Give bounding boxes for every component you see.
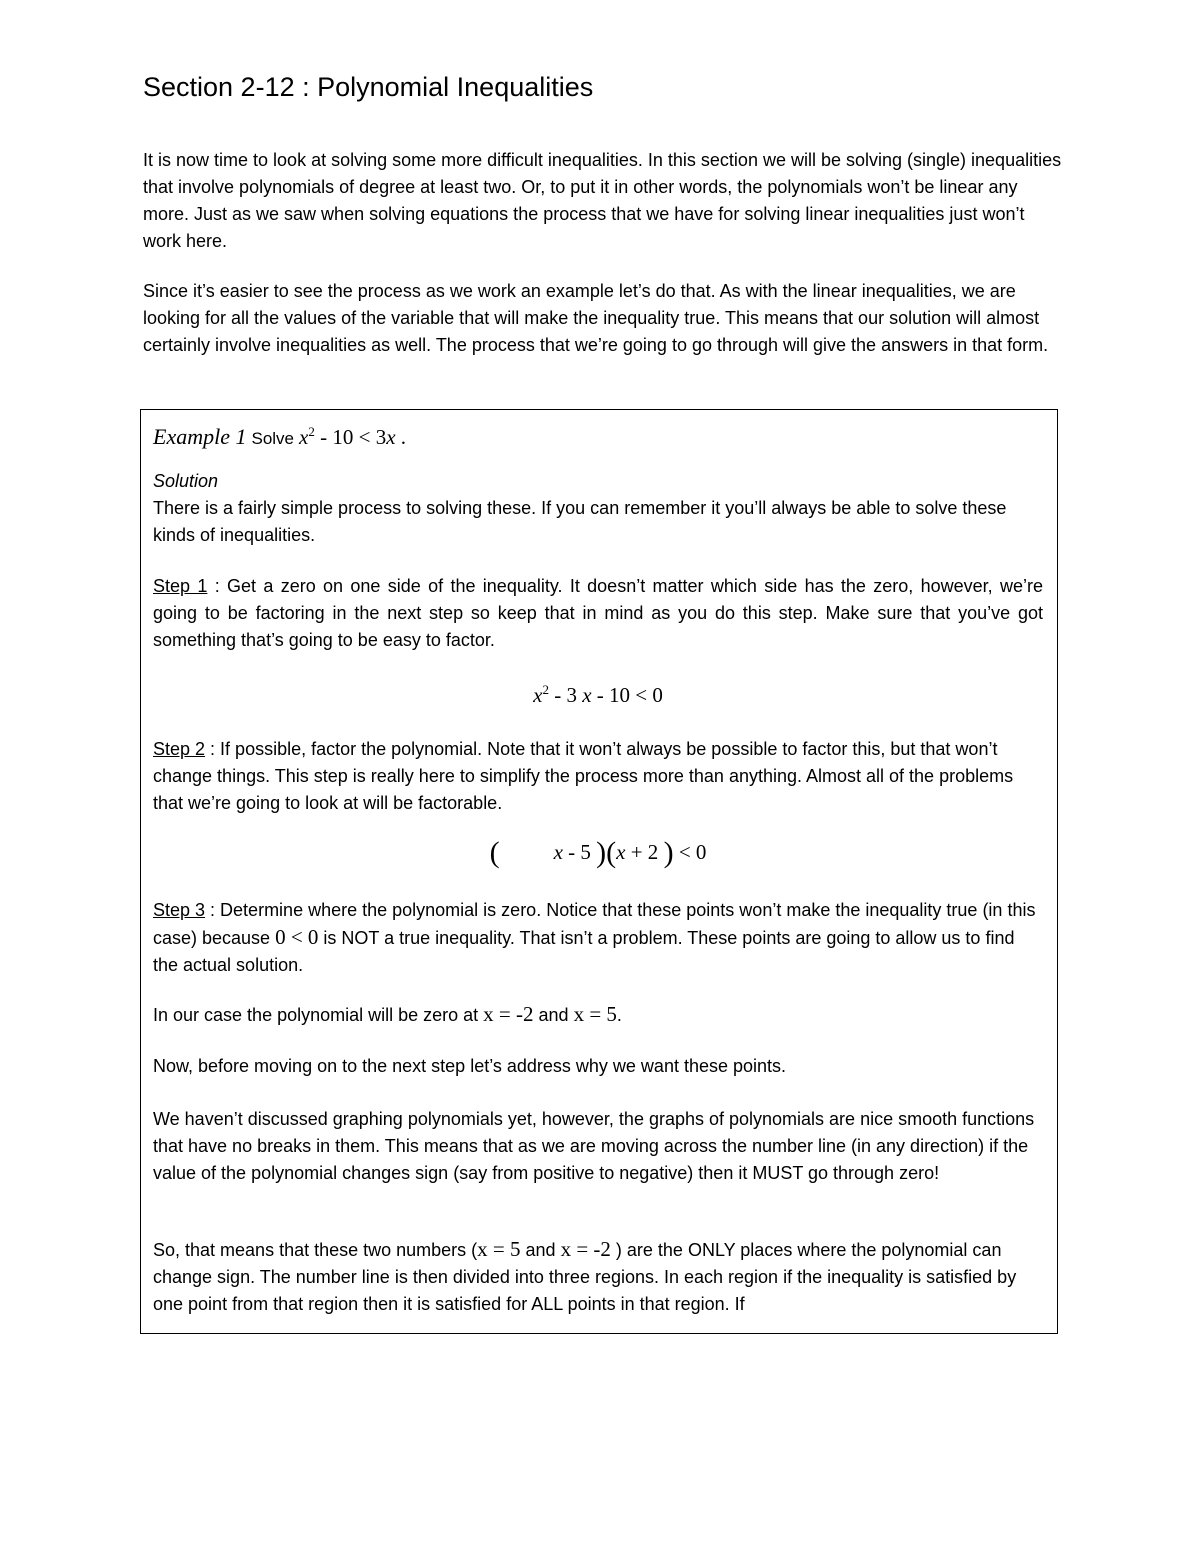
graphing-paragraph: We haven’t discussed graphing polynomials yet, however, the graphs of polynomials are nice smooth functions that have no breaks in them. This means that as we are moving across the number line (in any direction) if the value of the polynomial changes sign (say from positive to negative) then it MUST go through zero! — [153, 1109, 1035, 1183]
zero-2: x = 5 — [573, 1002, 617, 1026]
page-title: Section 2-12 : Polynomial Inequalities — [143, 72, 594, 102]
example-problem: $x^2 - 10 < 3x$ . — [299, 424, 407, 449]
regions-zero-2: x = -2 — [560, 1237, 611, 1261]
step-3: Step 3 : Determine where the polynomial is zero. Notice that these points won’t make the inequality true (in this case) because 0 < 0 is NOT a true inequality. That isn’t a problem. These points are going to allow us to find the actual solution. — [153, 900, 1036, 975]
step-3-label: Step 3 — [153, 900, 206, 920]
step-1-label: Step 1 — [153, 576, 208, 596]
solution-heading: Solution — [153, 471, 219, 491]
step-1 — [153, 573, 1043, 654]
solution-intro: There is a fairly simple process to solving these. If you can remember it you’ll always be able to solve these kinds of inequalities. — [153, 498, 1007, 545]
step-2 — [153, 736, 1043, 817]
regions-paragraph: So, that means that these two numbers (x = 5 and x = -2 ) are the ONLY places where the polynomial can change sign. The number line is then divided into three regions. In each region if the inequality is satisfied by one point from that region then it is satisfied for ALL points in that region. If — [153, 1237, 1017, 1314]
zero-1: x = -2 — [483, 1002, 534, 1026]
example-label: Example 1 — [153, 424, 247, 449]
why-sentence: Now, before moving on to the next step let’s address why we want these points. — [153, 1056, 787, 1076]
intro-paragraph-1: It is now time to look at solving some more difficult inequalities. In this section we will be solving (single) inequalities that involve polynomials of degree at least two. Or, to put it in other words, the polynomials won’t be linear any more. Just as we saw when solving equations the process that we have for solving linear inequalities just won’t work here. — [143, 150, 1062, 251]
step-2-text: : If possible, factor the polynomial. Note that it won’t always be possible to factor this, but that won’t change things. This step is really here to simplify the process more than anything. Almost all of the problems that we’re going to look at will be factorable. — [153, 739, 1014, 813]
intro-paragraph-2: Since it’s easier to see the process as we work an example let’s do that. As with the linear inequalities, we are looking for all the values of the variable that will make the inequality true. This means that our solution will almost certainly involve inequalities as well. The process that we’re going to go through will give the answers in that form. — [143, 281, 1049, 355]
regions-zero-1: x = 5 — [477, 1237, 521, 1261]
solve-word: Solve — [251, 429, 295, 448]
equation-2: ( x - 5 )(x + 2 ) < 0 — [489, 836, 707, 869]
step-2-label: Step 2 — [153, 739, 206, 759]
zeros-sentence: In our case the polynomial will be zero at x = -2 and x = 5. — [153, 1002, 622, 1026]
step-3-math: 0 < 0 — [275, 925, 319, 949]
example-box — [140, 409, 1058, 1334]
equation-1: $x^2 - 3$ x - 10 < 0 — [533, 682, 663, 707]
step-1-text: : Get a zero on one side of the inequality. It doesn’t matter which side has the zero, however, we’re going to be factoring in the next step so keep that in mind as you do this step. Make sure that you’ve got something that’s going to be easy to factor. — [153, 576, 1043, 650]
example-header — [153, 418, 1043, 452]
